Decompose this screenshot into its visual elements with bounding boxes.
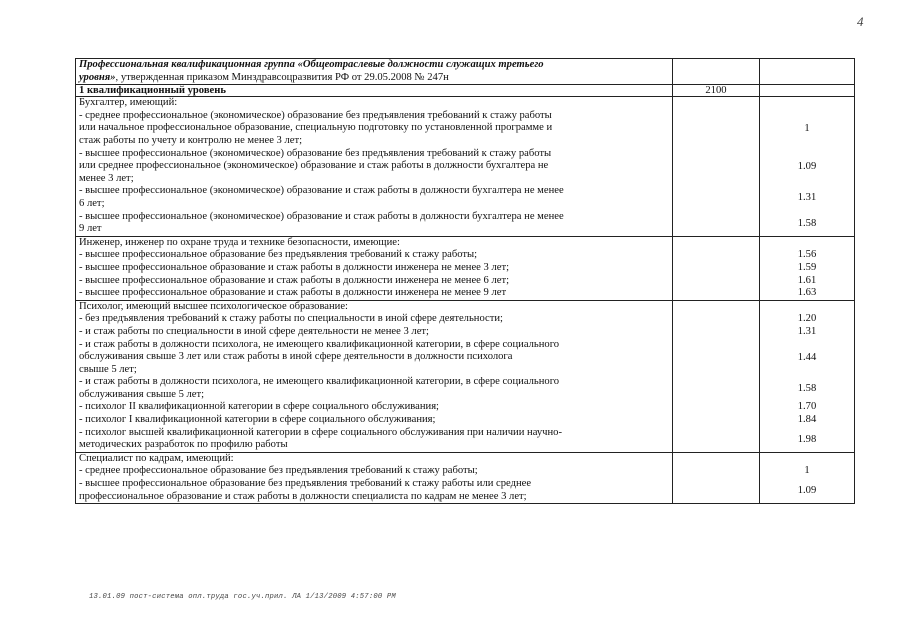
coefficient-value: 1.61 — [797, 274, 817, 286]
coefficient-value: 1.09 — [797, 485, 817, 497]
requirement-text: - высшее профессиональное образование без предъявления требований к стажу работы или среднее — [79, 478, 532, 490]
requirement-text: - высшее профессиональное (экономическое) образование и стаж работы в должности бухгалтера не менее — [79, 210, 564, 222]
requirement-text: - высшее профессиональное образование и стаж работы в должности инженера не менее 9 лет — [79, 287, 507, 299]
coefficient-value: 1 — [804, 465, 810, 477]
requirement-text: стаж работы по учету и контролю не менее 3 лет; — [79, 134, 303, 146]
coefficient-header-cell — [760, 59, 855, 85]
requirement-text: или среднее профессиональное (экономическое) образование и стаж работы в должности бухгалтера не — [79, 160, 549, 172]
coefficient-value: 1.44 — [797, 351, 817, 363]
table-header-row — [76, 59, 855, 85]
section-coefficients — [760, 97, 855, 237]
qualification-group-title — [76, 59, 673, 85]
requirement-text: или начальное профессиональное образование, специальную подготовку по установленной программе и — [79, 122, 553, 134]
group-title-line-2: уровня» — [79, 71, 116, 83]
coefficient-value: 1.09 — [797, 160, 817, 172]
requirement-text: - и стаж работы в должности психолога, не имеющего квалификационной категории, в сфере социального — [79, 376, 560, 388]
section-title: Инженер, инженер по охране труда и технике безопасности, имеющие: — [79, 236, 400, 248]
section-coefficients — [760, 300, 855, 452]
requirement-text: - и стаж работы в должности психолога, не имеющего квалификационной категории, в сфере социального — [79, 338, 560, 350]
coefficient-value: 1.56 — [797, 249, 817, 261]
coefficient-value: 1.31 — [797, 325, 817, 337]
coefficient-value: 1.20 — [797, 313, 817, 325]
section-description — [76, 236, 673, 300]
section-salary-cell — [673, 452, 760, 503]
requirement-text: методических разработок по профилю работы — [79, 439, 288, 451]
section-row — [76, 452, 855, 503]
section-coefficients — [760, 236, 855, 300]
salary-coefficients-table — [75, 58, 855, 504]
requirement-text: - высшее профессиональное образование без предъявления требований к стажу работы; — [79, 249, 478, 261]
coefficient-value: 1 — [804, 122, 810, 134]
section-row — [76, 236, 855, 300]
section-title: Психолог, имеющий высшее психологическое образование: — [79, 300, 348, 312]
section-row — [76, 97, 855, 237]
qualification-level-row — [76, 85, 855, 97]
requirement-text: - высшее профессиональное образование и стаж работы в должности инженера не менее 6 лет; — [79, 274, 510, 286]
level-coefficient-cell — [760, 85, 855, 97]
group-title-line-1: Профессиональная квалификационная группа «Общеотраслевые должности служащих третьего — [79, 59, 544, 70]
coefficient-value: 1.70 — [797, 401, 817, 413]
coefficient-value: 1.58 — [797, 383, 817, 395]
requirement-text: - среднее профессиональное образование без предъявления требований к стажу работы; — [79, 465, 478, 477]
coefficient-value: 1.84 — [797, 414, 817, 426]
section-salary-cell — [673, 97, 760, 237]
section-description — [76, 452, 673, 503]
requirement-text: - без предъявления требований к стажу работы по специальности в иной сфере деятельности; — [79, 313, 503, 325]
section-description — [76, 300, 673, 452]
section-salary-cell — [673, 236, 760, 300]
coefficient-value: 1.31 — [797, 192, 817, 204]
section-coefficients — [760, 452, 855, 503]
requirement-text: обслуживания свыше 3 лет или стаж работы в иной сфере деятельности в должности психолога — [79, 351, 513, 363]
requirement-text: - и стаж работы по специальности в иной сфере деятельности не менее 3 лет; — [79, 325, 429, 337]
coefficient-value: 1.63 — [797, 287, 817, 299]
requirement-text: - психолог I квалификационной категории в сфере социального обслуживания; — [79, 414, 436, 426]
document-footer: 13.01.09 пост-система опл.труда гос.уч.прил. ЛА 1/13/2009 4:57:00 PM — [89, 593, 396, 601]
coefficient-value: 1.98 — [797, 433, 817, 445]
requirement-text: 9 лет — [79, 223, 102, 235]
group-order-reference: , утвержденная приказом Минздравсоцразвития РФ от 29.05.2008 № 247н — [115, 71, 449, 83]
coefficient-value: 1.58 — [797, 217, 817, 229]
page-number: 4 — [857, 14, 864, 29]
section-row — [76, 300, 855, 452]
coefficient-value: 1.59 — [797, 261, 817, 273]
requirement-text: обслуживания свыше 5 лет; — [79, 388, 205, 400]
requirement-text: 6 лет; — [79, 197, 105, 209]
requirement-text: - психолог II квалификационной категории в сфере социального обслуживания; — [79, 401, 440, 413]
salary-header-cell — [673, 59, 760, 85]
qualification-level-label: 1 квалификационный уровень — [76, 85, 673, 97]
requirement-text: - психолог высшей квалификационной категории в сфере социального обслуживания при наличии научно- — [79, 426, 562, 438]
section-title: Бухгалтер, имеющий: — [79, 97, 178, 109]
requirement-text: свыше 5 лет; — [79, 363, 137, 375]
requirement-text: - высшее профессиональное (экономическое) образование без предъявления требований к стажу работы — [79, 147, 552, 159]
section-title: Специалист по кадрам, имеющий: — [79, 452, 234, 464]
requirement-text: - высшее профессиональное образование и стаж работы в должности инженера не менее 3 лет; — [79, 261, 510, 273]
requirement-text: профессиональное образование и стаж работы в должности специалиста по кадрам не менее 3 лет; — [79, 490, 527, 502]
requirement-text: менее 3 лет; — [79, 172, 134, 184]
section-description — [76, 97, 673, 237]
requirement-text: - среднее профессиональное (экономическое) образование без предъявления требований к стажу работы — [79, 109, 552, 121]
section-salary-cell — [673, 300, 760, 452]
base-salary-value: 2100 — [673, 85, 760, 97]
requirement-text: - высшее профессиональное (экономическое) образование и стаж работы в должности бухгалтера не менее — [79, 185, 564, 197]
